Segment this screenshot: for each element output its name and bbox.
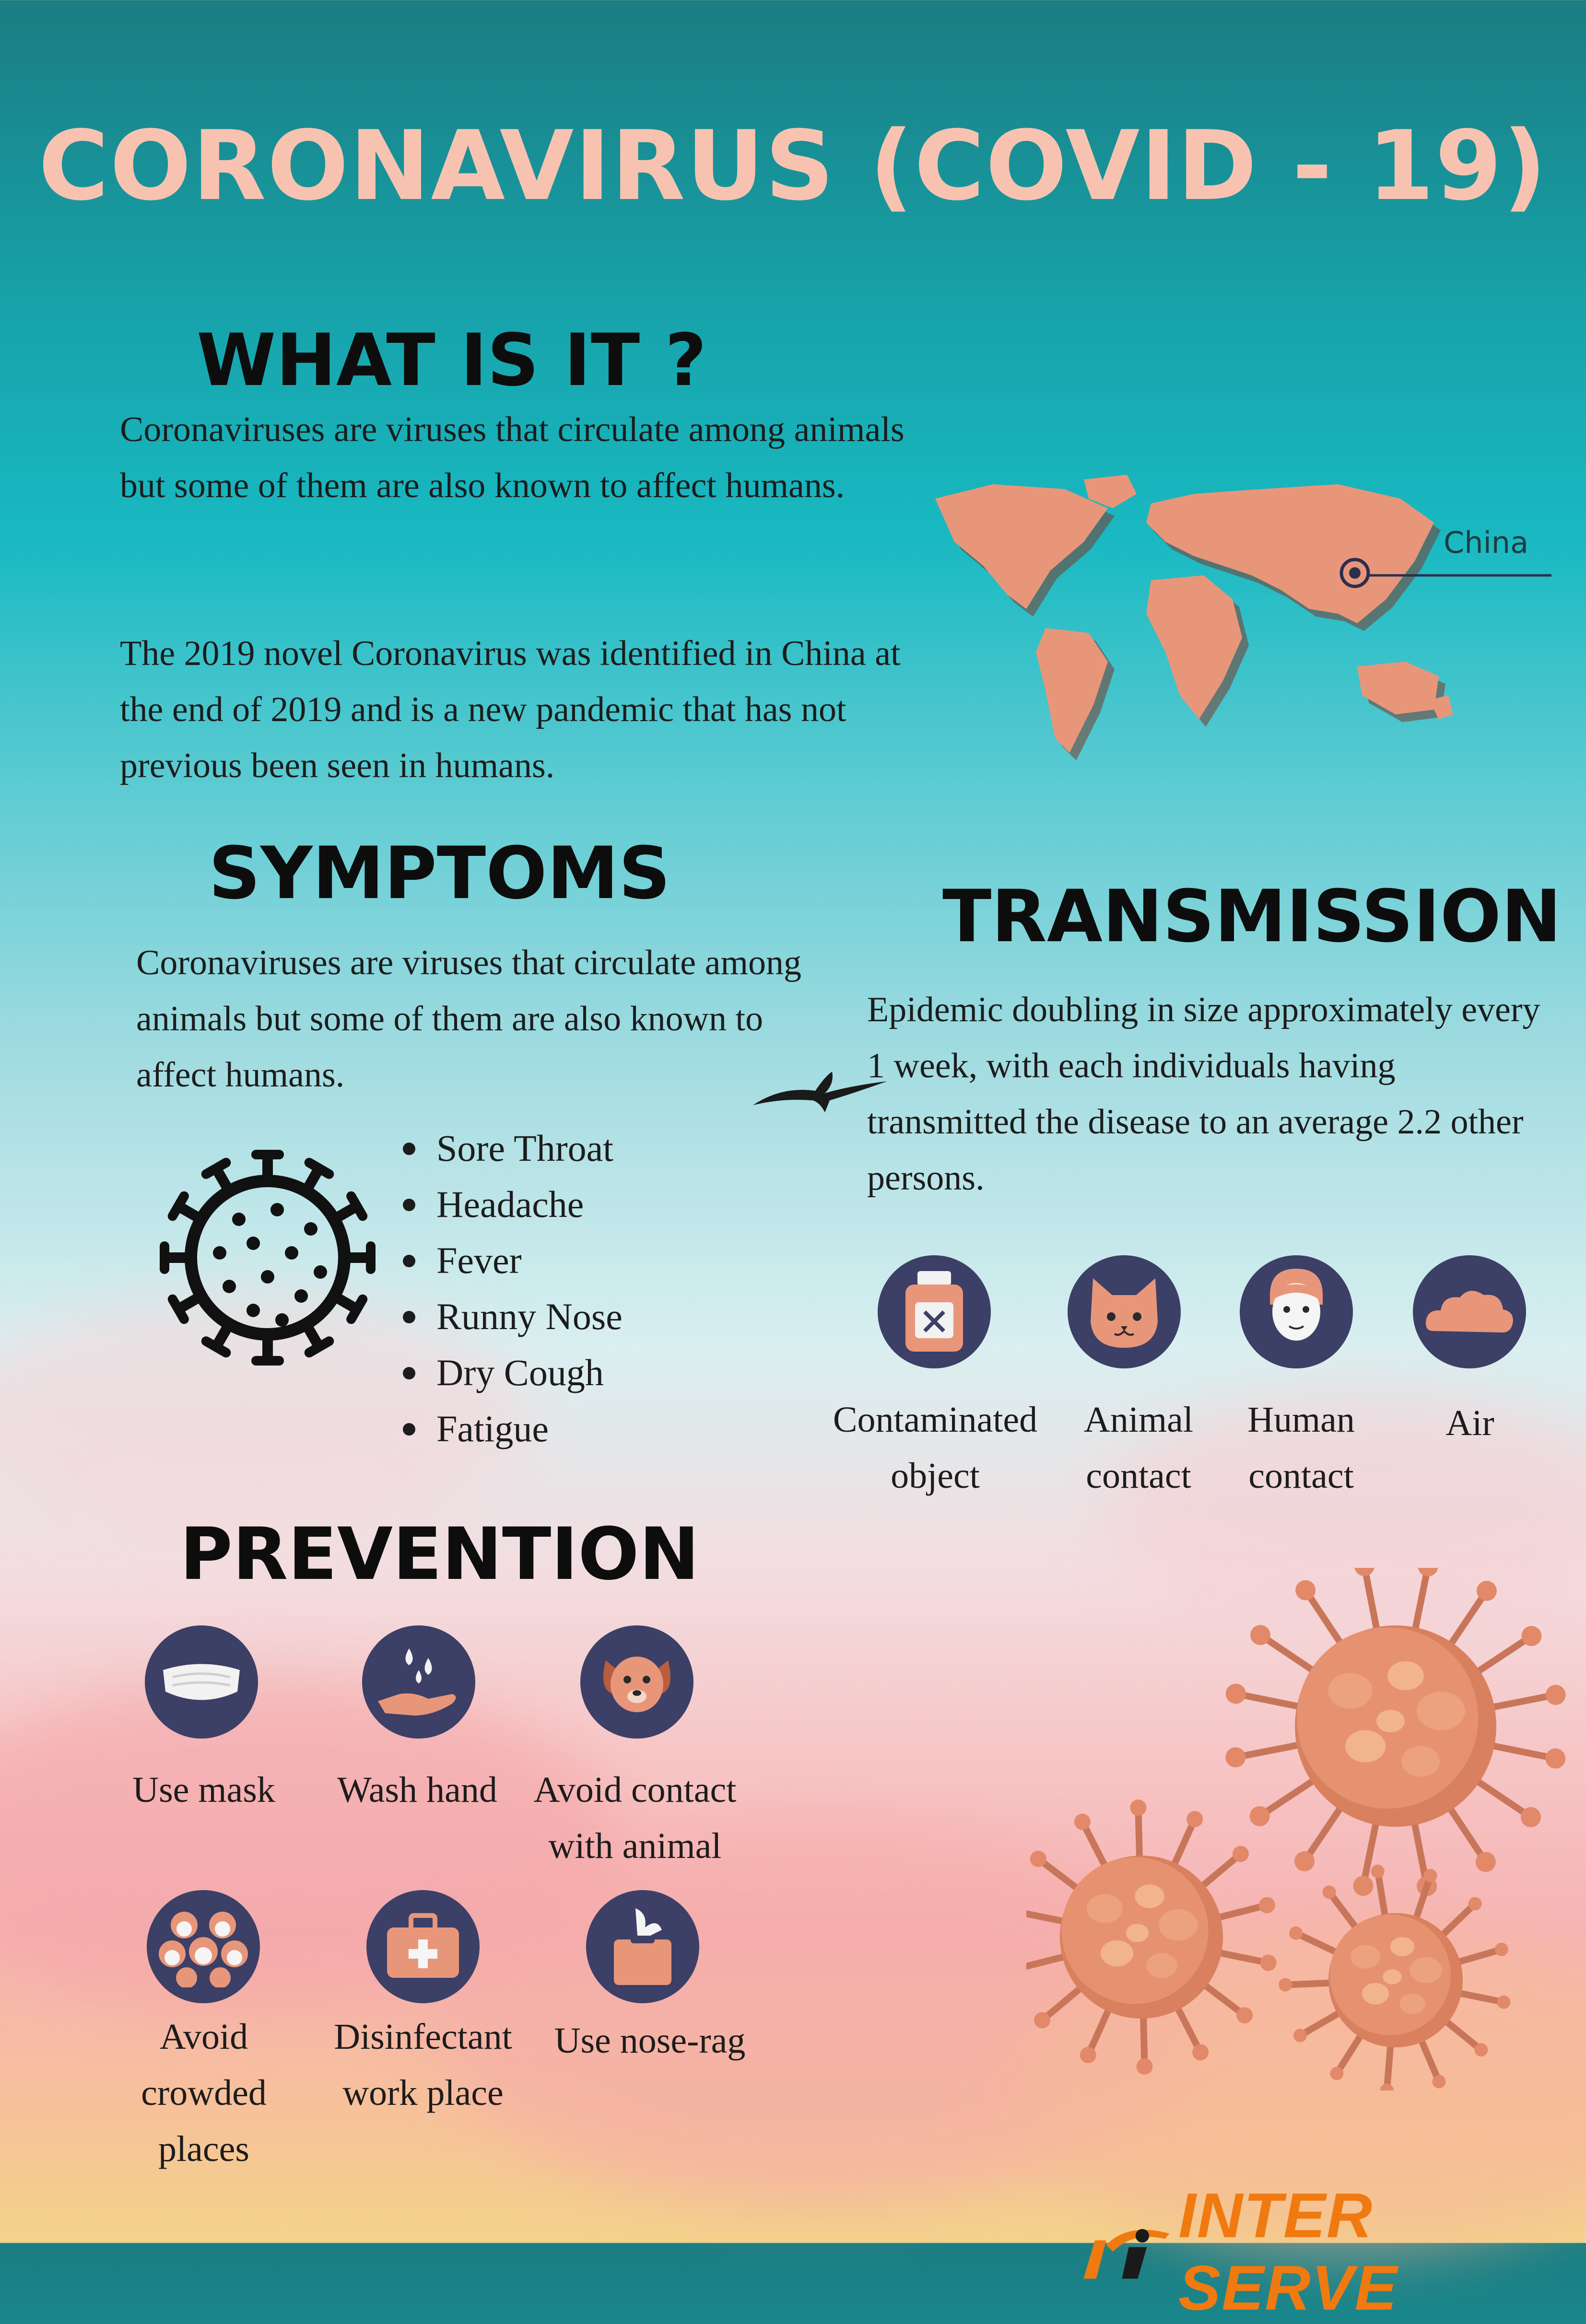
transmission-text: Epidemic doubling in size approximately every 1 week, with each individuals having transmitted the disease to an average 2.2 other persons. (867, 990, 1540, 1198)
what-is-it-paragraph-1: Coronaviruses are viruses that circulate among animals but some of them are also known to affect humans. (120, 410, 905, 505)
symptoms-list (398, 1120, 623, 1457)
prevention-label-avoid-animal: Avoid contact with animal (533, 1770, 737, 1866)
mask-icon (145, 1625, 258, 1739)
dog-icon (580, 1625, 693, 1739)
person-icon (1240, 1255, 1353, 1368)
virus-icon (153, 1143, 383, 1373)
symptoms-heading: SYMPTOMS (209, 832, 670, 915)
bottle-icon (878, 1255, 991, 1368)
page-title: CORONAVIRUS (COVID - 19) (38, 110, 1548, 222)
crowd-icon (147, 1890, 260, 2003)
transmission-label-human: Human contact (1247, 1400, 1355, 1496)
cloud-icon (1413, 1255, 1526, 1368)
transmission-heading: TRANSMISSION (942, 875, 1562, 958)
wash-hand-icon (362, 1625, 475, 1739)
symptom-item: Dry Cough (398, 1344, 623, 1401)
tissue-box-icon (586, 1890, 699, 2003)
symptom-item: Runny Nose (398, 1288, 623, 1344)
what-is-it-heading: WHAT IS IT ? (197, 319, 707, 402)
cat-icon (1068, 1255, 1181, 1368)
prevention-heading: PREVENTION (180, 1513, 700, 1596)
transmission-label-air: Air (1445, 1403, 1494, 1443)
australia-shape (1357, 662, 1439, 714)
symptom-item: Fever (398, 1232, 623, 1288)
symptom-item: Headache (398, 1176, 623, 1232)
prevention-label-crowded: Avoid crowded places (141, 2017, 267, 2169)
prevention-label-disinfectant: Disinfectant work place (334, 2017, 512, 2113)
south-america-shape (1036, 628, 1108, 753)
prevention-label-wash-hand: Wash hand (337, 1770, 497, 1810)
first-aid-kit-icon (366, 1890, 480, 2003)
what-is-it-paragraph-2: The 2019 novel Coronavirus was identified in China at the end of 2019 and is a new pandemic that has not previous been seen in humans. (120, 634, 901, 785)
symptoms-intro: Coronaviruses are viruses that circulate among animals but some of them are also known to affect humans. (136, 943, 802, 1095)
transmission-label-contaminated: Contaminated object (833, 1400, 1038, 1496)
symptom-item: Fatigue (398, 1401, 623, 1457)
prevention-label-nose-rag: Use nose-rag (554, 2020, 746, 2061)
symptom-item: Sore Throat (398, 1120, 623, 1176)
world-map (926, 470, 1573, 767)
inter-serve-logo-mark (1079, 2218, 1178, 2285)
brand-name: INTER SERVE (1178, 2180, 1398, 2323)
inter-serve-logo (1079, 2179, 1586, 2324)
africa-shape (1146, 575, 1242, 719)
prevention-label-mask: Use mask (132, 1770, 275, 1810)
coronavirus-particles-illustration (1026, 1568, 1583, 2090)
map-label-china: China (1444, 525, 1529, 560)
transmission-label-animal: Animal contact (1084, 1400, 1193, 1496)
